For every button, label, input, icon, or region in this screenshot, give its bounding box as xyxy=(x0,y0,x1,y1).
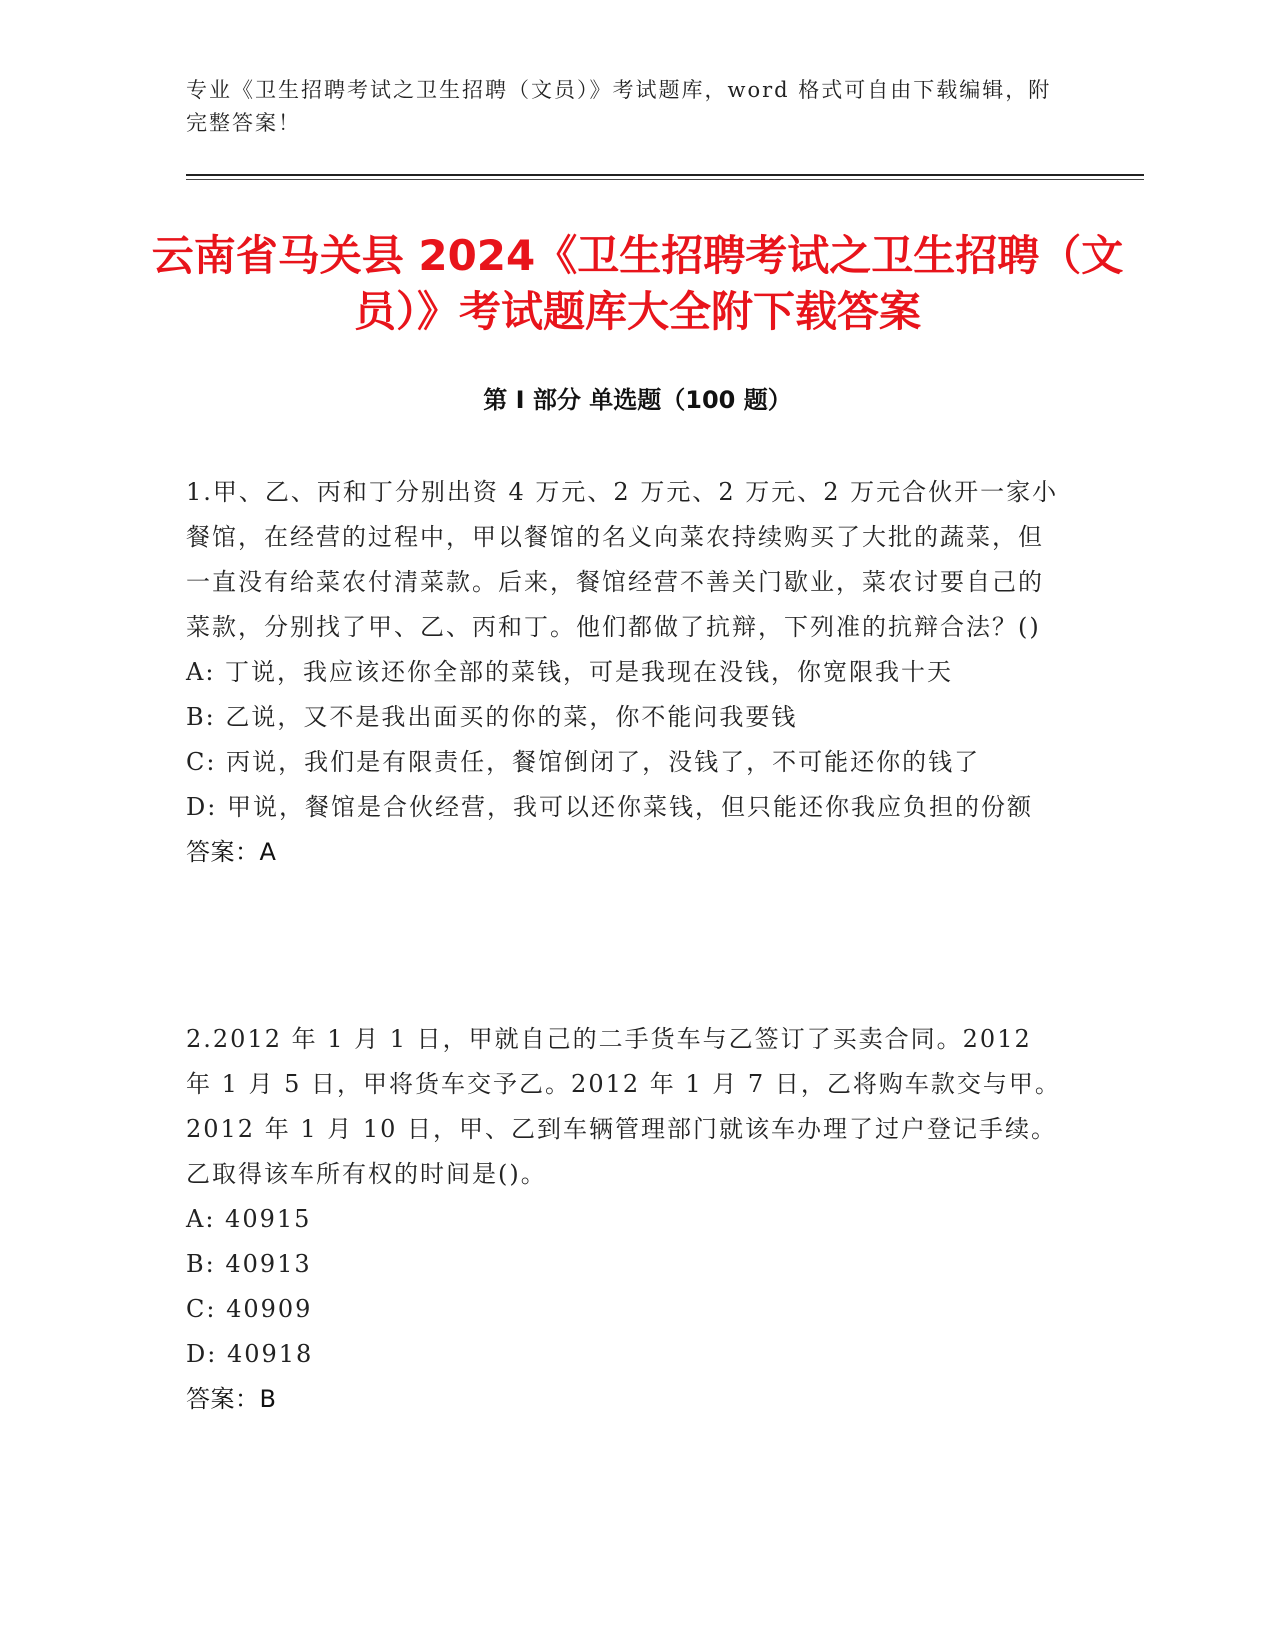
header-divider-thin xyxy=(186,179,1144,180)
header-note: 专业《卫生招聘考试之卫生招聘（文员）》考试题库，word 格式可自由下载编辑，附完整答案！ xyxy=(186,78,1052,135)
option-c: C: 40909 xyxy=(186,1295,313,1323)
section-heading: 第 I 部分 单选题（100 题） xyxy=(483,386,792,414)
option-d: D: 40918 xyxy=(186,1340,314,1368)
question-block xyxy=(186,1017,1066,1422)
option-b: B: 乙说，又不是我出面买的你的菜，你不能问我要钱 xyxy=(186,703,798,731)
question-stem: 1.甲、乙、丙和丁分别出资 4 万元、2 万元、2 万元、2 万元合伙开一家小餐馆，在经营的过程中，甲以餐馆的名义向菜农持续购买了大批的蔬菜，但一直没有给菜农付清菜款。后来，餐馆经营不善关门歇业，菜农讨要自己的菜款，分别找了甲、乙、丙和丁。他们都做了抗辩，下列准的抗辩合法？() xyxy=(186,478,1059,641)
answer-line: 答案：B xyxy=(186,1385,277,1413)
document-title: 云南省马关县 2024《卫生招聘考试之卫生招聘（文员）》考试题库大全附下载答案 xyxy=(151,231,1124,336)
option-b: B: 40913 xyxy=(186,1250,312,1278)
option-c: C: 丙说，我们是有限责任，餐馆倒闭了，没钱了，不可能还你的钱了 xyxy=(186,748,981,776)
option-a: A: 丁说，我应该还你全部的菜钱，可是我现在没钱，你宽限我十天 xyxy=(186,658,954,686)
answer-line: 答案：A xyxy=(186,838,277,866)
option-a: A: 40915 xyxy=(186,1205,312,1233)
question-stem: 2.2012 年 1 月 1 日，甲就自己的二手货车与乙签订了买卖合同。2012 年 1 月 5 日，甲将货车交予乙。2012 年 1 月 7 日，乙将购车款交与甲。2012 年 1 月 10 日，甲、乙到车辆管理部门就该车办理了过户登记手续。乙取得该车所有权的时间是()。 xyxy=(186,1025,1061,1188)
question-block xyxy=(186,470,1066,875)
option-d: D: 甲说，餐馆是合伙经营，我可以还你菜钱，但只能还你我应负担的份额 xyxy=(186,793,1033,821)
header-divider-thick xyxy=(186,174,1144,176)
